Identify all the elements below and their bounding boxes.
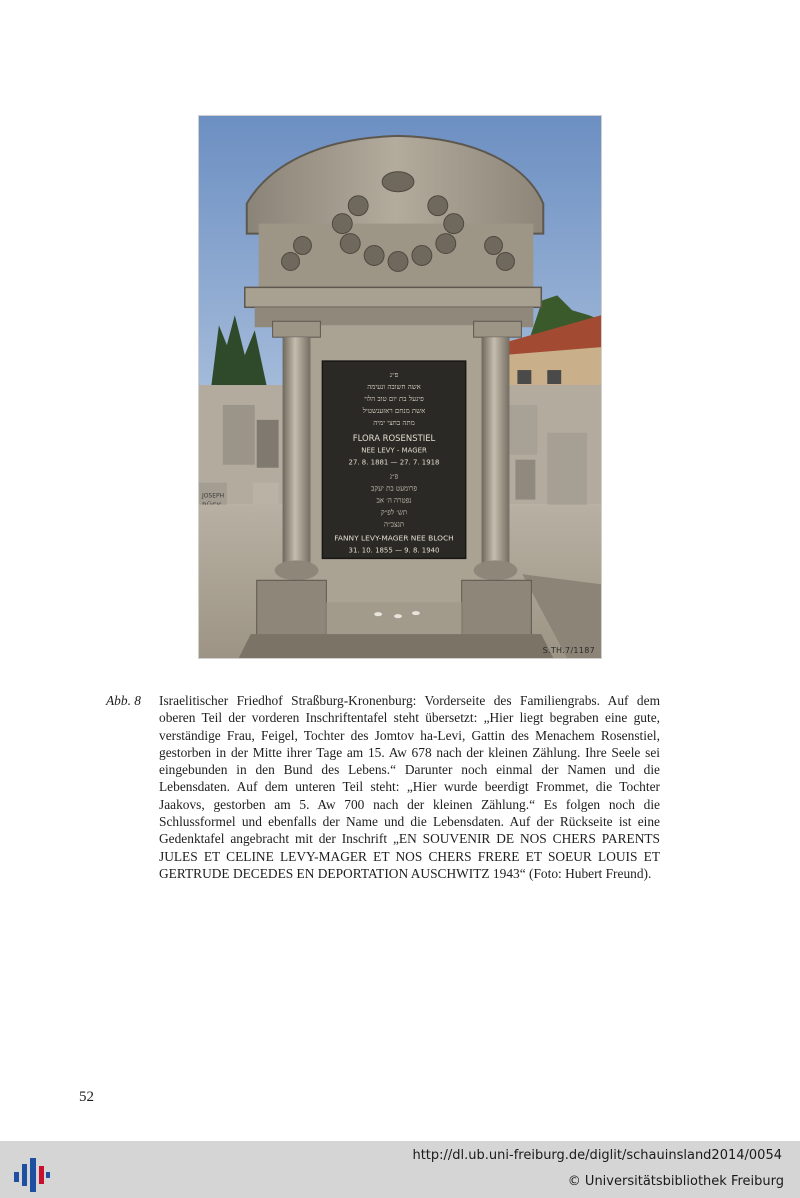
inscription-nee-1: NEE LEVY - MAGER [361, 446, 427, 455]
document-url-link[interactable]: http://dl.ub.uni-freiburg.de/diglit/schauinsland2014/0054 [412, 1148, 782, 1163]
neighbour-stone-line: JOSEPH [201, 492, 225, 500]
hebrew-line: תנצב״ה [383, 520, 405, 529]
gravestone-photo [198, 115, 602, 659]
footer-bar [0, 1141, 800, 1198]
hebrew-line: אשה חשובה ונעימה [367, 382, 421, 391]
figure-caption [106, 692, 660, 882]
inscription-dates-1: 27. 8. 1881 — 27. 7. 1918 [348, 458, 440, 467]
hebrew-line: פ״נ [389, 472, 399, 481]
hebrew-line: פיגעל בת יום טוב הלוי [364, 394, 424, 403]
inscription-name-1: FLORA ROSENSTIEL [352, 432, 436, 443]
caption-label: Abb. 8 [106, 693, 141, 708]
ub-freiburg-logo-icon [12, 1150, 52, 1192]
gravestone-illustration [199, 116, 601, 658]
hebrew-line: פ״נ [389, 371, 399, 380]
hebrew-line: תש׳ לפ״ק [380, 508, 408, 517]
hebrew-line: מתה בחצי ימיה [373, 418, 415, 427]
photo-archive-code: S.TH.7/1187 [542, 646, 595, 655]
inscription-name-2: FANNY LEVY-MAGER NEE BLOCH [334, 533, 454, 543]
hebrew-line: פרומעט בת יעקב [371, 484, 417, 493]
inscription-dates-2: 31. 10. 1855 — 9. 8. 1940 [348, 546, 440, 555]
page-number: 52 [79, 1089, 94, 1105]
caption-text: Israelitischer Friedhof Straßburg-Kronenburg: Vorderseite des Familiengrabs. Auf dem oberen Teil der vorderen Inschriftentafel steht übersetzt: „Hier liegt begraben eine gute, verständige Frau, Feigel, Tochter des Jomtov ha-Levi, Gattin des Menachem Rosenstiel, gestorben in der Mitte ihrer Tage am 15. Aw 678 nach der kleinen Zählung. Ihre Seele sei eingebunden in den Bund des Lebens.“ Darunter noch einmal der Namen und die Lebensdaten. Auf dem unteren Teil steht: „Hier wurde beerdigt Frommet, die Tochter Jaakovs, gestorben am 5. Aw 700 nach der kleinen Zählung.“ Es folgen noch die Schlussformel und ebenfalls der Name und die Lebensdaten. Auf der Rückseite ist eine Gedenktafel angebracht mit der Inschrift „EN SOUVENIR DE NOS CHERS PARENTS JULES ET CELINE LEVY-MAGER ET NOS CHERS FRERE ET SOEUR LOUIS ET GERTRUDE DECEDES EN DEPORTATION AUSCHWITZ 1943“ (Foto: Hubert Freund). [159, 693, 660, 881]
hebrew-line: נפטרה ה׳ אב [376, 496, 412, 505]
hebrew-line: אשת מנחם ראזענשטיל [362, 406, 426, 415]
copyright-notice: © Universitätsbibliothek Freiburg [567, 1174, 784, 1189]
